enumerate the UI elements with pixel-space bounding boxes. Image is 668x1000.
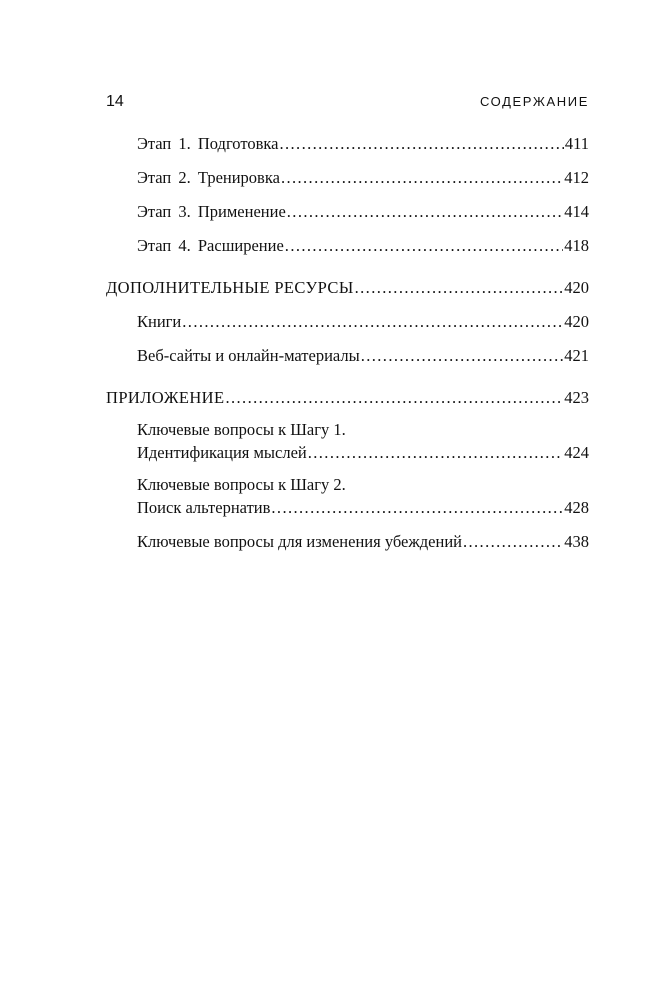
toc-section-page: 420 [564,278,589,297]
toc-entry-websites[interactable] [137,346,589,368]
toc-entry-stage-3[interactable] [137,202,589,224]
toc-entry-stage-1[interactable] [137,134,589,156]
dot-leader [287,202,563,222]
dot-leader [285,236,563,256]
toc-entry-page: 418 [564,236,589,255]
dot-leader [279,134,563,154]
toc-section-page: 423 [564,388,589,407]
dot-leader [361,346,564,366]
toc-entry-books[interactable] [137,312,589,334]
toc-entry-page: 424 [564,443,589,462]
dot-leader [355,278,564,298]
page-header [106,92,589,114]
page-number: 14 [106,93,124,110]
toc-entry-stage-2[interactable] [137,168,589,190]
toc-entry-title: Книги [137,312,182,331]
dot-leader [281,168,563,188]
toc-entry-title: Этап 3. Применение [137,202,286,221]
toc-entry-page: 421 [564,346,589,365]
toc-entry-step-2-line-1: Ключевые вопросы к Шагу 2. [137,475,346,494]
toc-entry-stage-4[interactable] [137,236,589,258]
dot-leader [308,443,564,463]
dot-leader [271,498,563,518]
toc-entry-page: 428 [564,498,589,517]
toc-entry-title: Идентификация мыслей [137,443,307,462]
toc-entry-step-1[interactable] [137,443,589,465]
dot-leader [225,388,563,408]
running-title: СОДЕРЖАНИЕ [479,94,589,109]
toc-entry-title: Этап 1. Подготовка [137,134,279,153]
toc-section-title: ДОПОЛНИТЕЛЬНЫЕ РЕСУРСЫ [106,278,354,297]
toc-entry-page: 438 [564,532,589,551]
toc-entry-beliefs[interactable] [137,532,589,554]
toc-entry-title: Поиск альтернатив [137,498,271,517]
dot-leader [463,532,563,552]
toc-entry-title: Веб-сайты и онлайн-материалы [137,346,360,365]
toc-entry-step-1-line-1: Ключевые вопросы к Шагу 1. [137,420,346,439]
toc-entry-page: 412 [564,168,589,187]
toc-section-appendix[interactable] [106,388,589,410]
toc-section-resources[interactable] [106,278,589,300]
toc-entry-title: Этап 4. Расширение [137,236,284,255]
dot-leader [182,312,563,332]
toc-entry-page: 414 [564,202,589,221]
toc-entry-title: Ключевые вопросы для изменения убеждений [137,532,462,551]
toc-entry-step-2[interactable] [137,498,589,520]
toc-entry-page: 411 [564,134,589,153]
toc-entry-title: Этап 2. Тренировка [137,168,280,187]
toc-section-title: ПРИЛОЖЕНИЕ [106,388,225,407]
toc-entry-page: 420 [564,312,589,331]
